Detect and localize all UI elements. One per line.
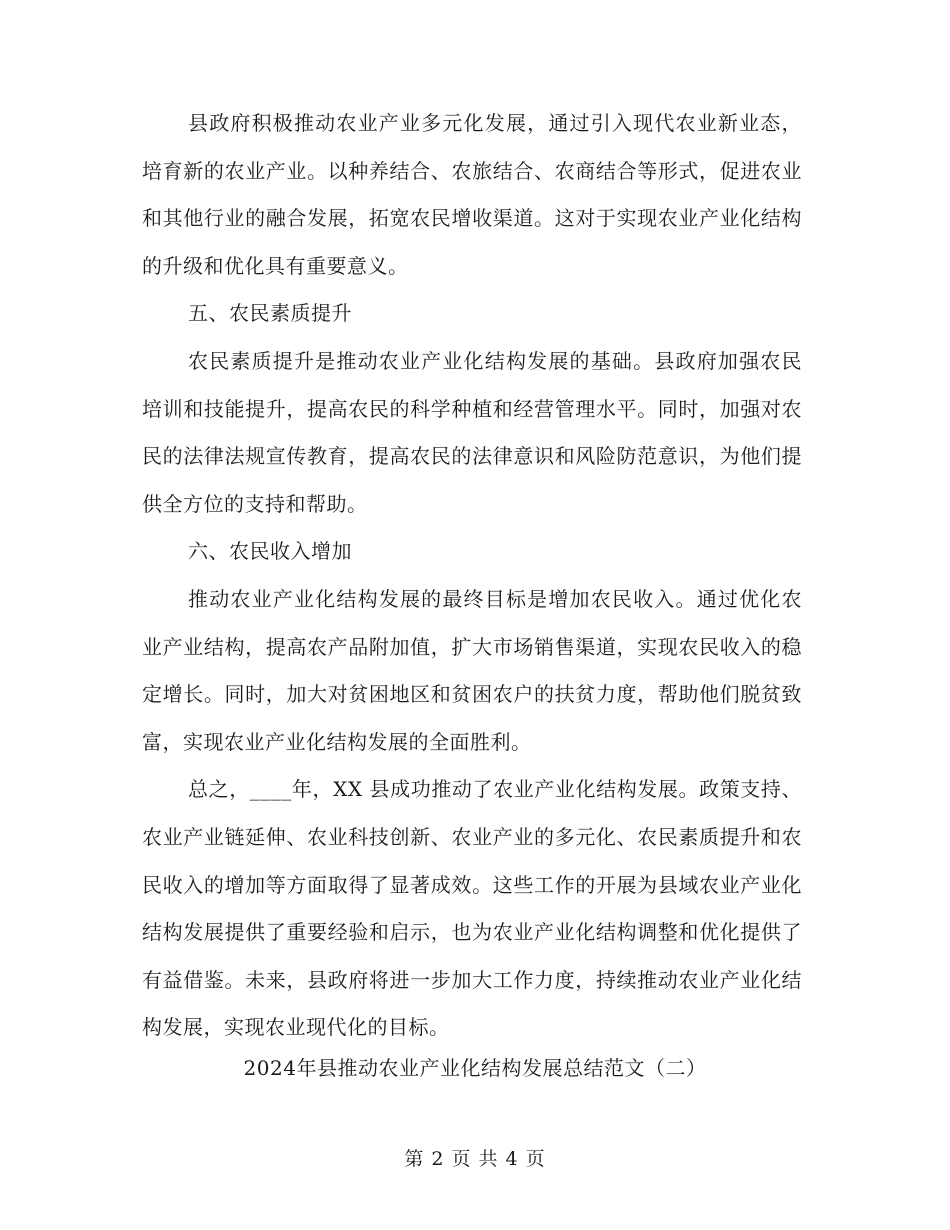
section-heading-farmer-quality: 五、农民素质提升 [188, 301, 352, 326]
section-heading-farmer-income: 六、农民收入增加 [188, 539, 352, 564]
paragraph-farmer-income: 推动农业产业化结构发展的最终目标是增加农民收入。通过优化农业产业结构，提高农产品附加值，扩大市场销售渠道，实现农民收入的稳定增长。同时，加大对贫困地区和贫困农户的扶贫力度，帮助他们脱贫致富，实现农业产业化结构发展的全面胜利。 [142, 586, 802, 754]
document-body [142, 100, 802, 1052]
paragraph-diversification: 县政府积极推动农业产业多元化发展，通过引入现代农业新业态，培育新的农业产业。以种养结合、农旅结合、农商结合等形式，促进农业和其他行业的融合发展，拓宽农民增收渠道。这对于实现农业产业化结构的升级和优化具有重要意义。 [142, 111, 802, 278]
page-number-footer: 第 2 页 共 4 页 [404, 1148, 546, 1170]
next-article-title: 2024年县推动农业产业化结构发展总结范文（二） [243, 1056, 707, 1080]
paragraph-farmer-quality: 农民素质提升是推动农业产业化结构发展的基础。县政府加强农民培训和技能提升，提高农民的科学种植和经营管理水平。同时，加强对农民的法律法规宣传教育，提高农民的法律意识和风险防范意识，为他们提供全方位的支持和帮助。 [142, 348, 802, 516]
paragraph-summary: 总之，____年，XX 县成功推动了农业产业化结构发展。政策支持、农业产业链延伸、农业科技创新、农业产业的多元化、农民素质提升和农民收入的增加等方面取得了显著成效。这些工作的开展为县域农业产业化结构发展提供了重要经验和启示，也为农业产业化结构调整和优化提供了有益借鉴。未来，县政府将进一步加大工作力度，持续推动农业产业化结构发展，实现农业现代化的目标。 [142, 777, 802, 1040]
